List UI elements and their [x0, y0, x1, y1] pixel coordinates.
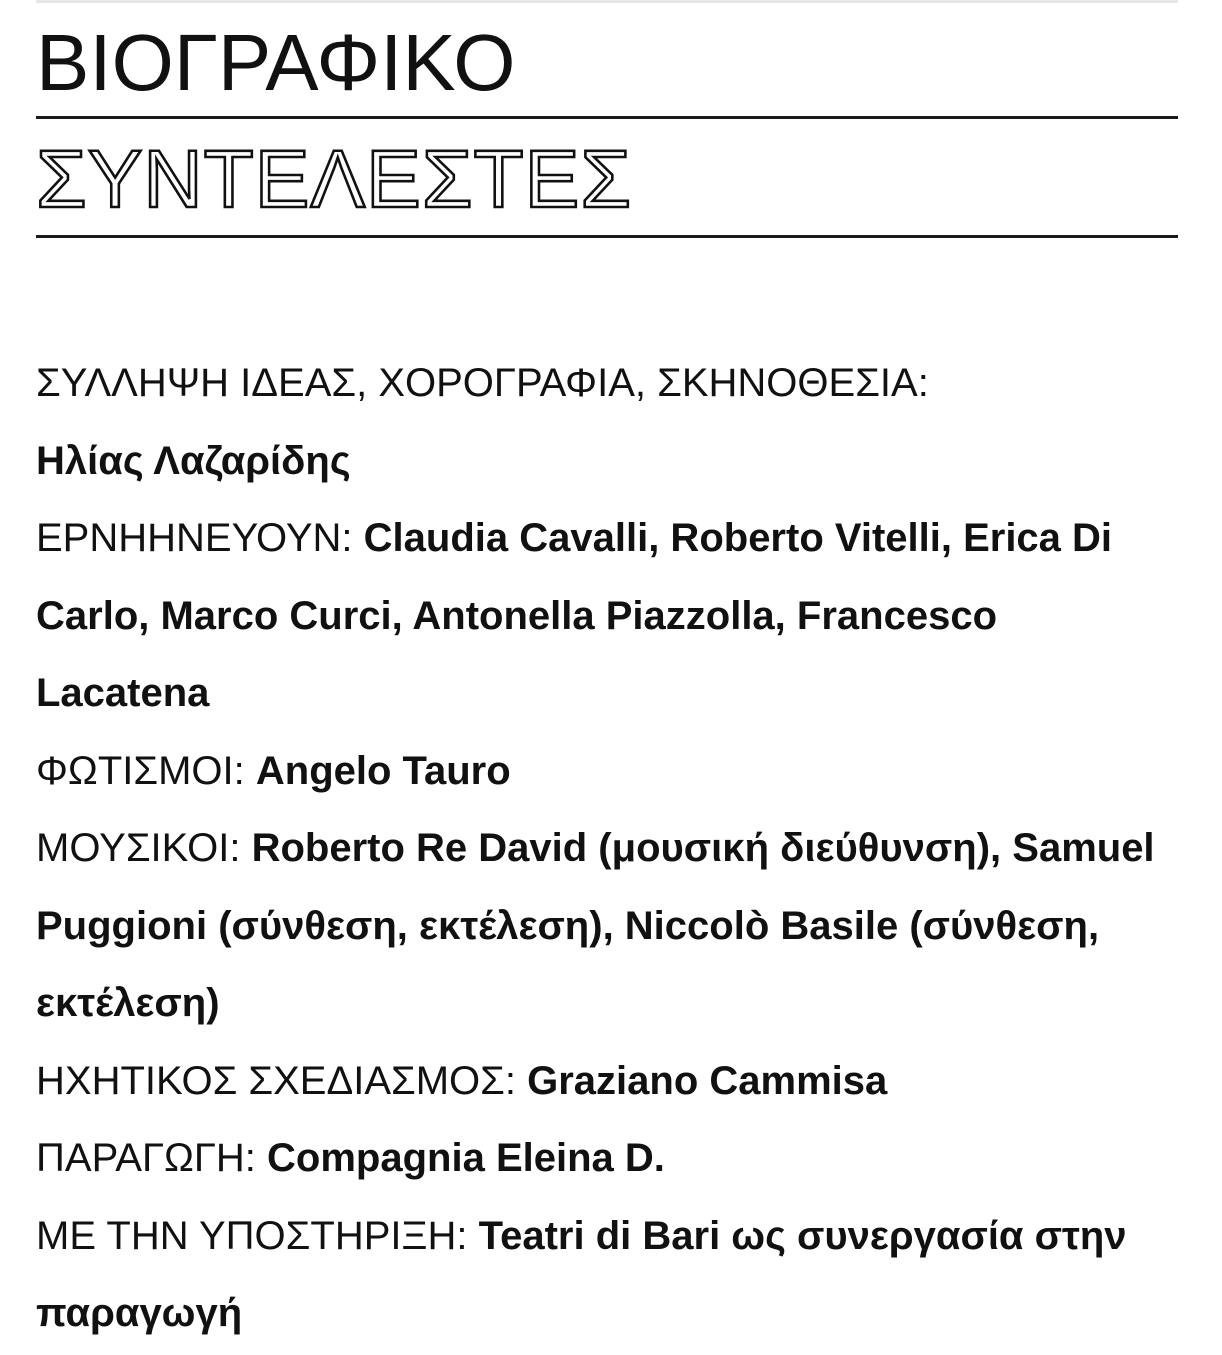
credit-role: ΗΧΗΤΙΚΟΣ ΣΧΕΔΙΑΣΜΟΣ:: [36, 1058, 516, 1103]
credit-role: ΜΕ ΤΗΝ ΥΠΟΣΤΗΡΙΞΗ:: [36, 1213, 468, 1258]
credit-entry-concept: [36, 345, 1178, 500]
credit-names: Roberto Re David (μουσική διεύθυνση), Samuel Puggioni (σύνθεση, εκτέλεση), Niccolò Basile (σύνθεση, εκτέλεση): [36, 826, 1155, 1025]
credit-names: Claudia Cavalli, Roberto Vitelli, Erica Di Carlo, Marco Curci, Antonella Piazzolla, Francesco Lacatena: [36, 516, 1113, 715]
credit-entry-lighting: [36, 733, 1178, 811]
credit-role: ΣΥΛΛΗΨΗ ΙΔΕΑΣ, ΧΟΡΟΓΡΑΦΙΑ, ΣΚΗΝΟΘΕΣΙΑ:: [36, 361, 929, 405]
title-divider: [36, 116, 1178, 119]
credit-role: ΠΑΡΑΓΩΓΗ:: [36, 1136, 256, 1180]
credit-entry-production: [36, 1120, 1178, 1198]
credit-role: ΜΟΥΣΙΚΟΙ:: [36, 826, 241, 870]
credit-entry-performers: [36, 500, 1178, 733]
credits-page: [36, 0, 1178, 1355]
credit-names: Compagnia Eleina D.: [267, 1136, 665, 1180]
credits-list: [36, 345, 1178, 1353]
credit-entry-sound-design: [36, 1043, 1178, 1121]
credit-names: Graziano Cammisa: [527, 1058, 888, 1103]
credit-entry-musicians: [36, 810, 1178, 1043]
credit-names: Angelo Tauro: [255, 748, 511, 793]
credit-role: ΦΩΤΙΣΜΟΙ:: [36, 748, 245, 793]
section-divider: [36, 235, 1178, 238]
credits-section-title: ΣΥΝΤΕΛΕΣΤΕΣ: [36, 134, 633, 225]
credit-names: Ηλίας Λαζαρίδης: [36, 438, 351, 483]
credit-names: Teatri di Bari ως συνεργασία στην παραγωγή: [36, 1213, 1127, 1335]
credit-entry-support: [36, 1198, 1178, 1353]
biography-tab-title[interactable]: ΒΙΟΓΡΑΦΙΚΟ: [36, 18, 516, 107]
top-divider: [36, 0, 1178, 3]
credit-role: ΕΡΝΗΗΝΕΥΟΥΝ:: [36, 516, 353, 560]
